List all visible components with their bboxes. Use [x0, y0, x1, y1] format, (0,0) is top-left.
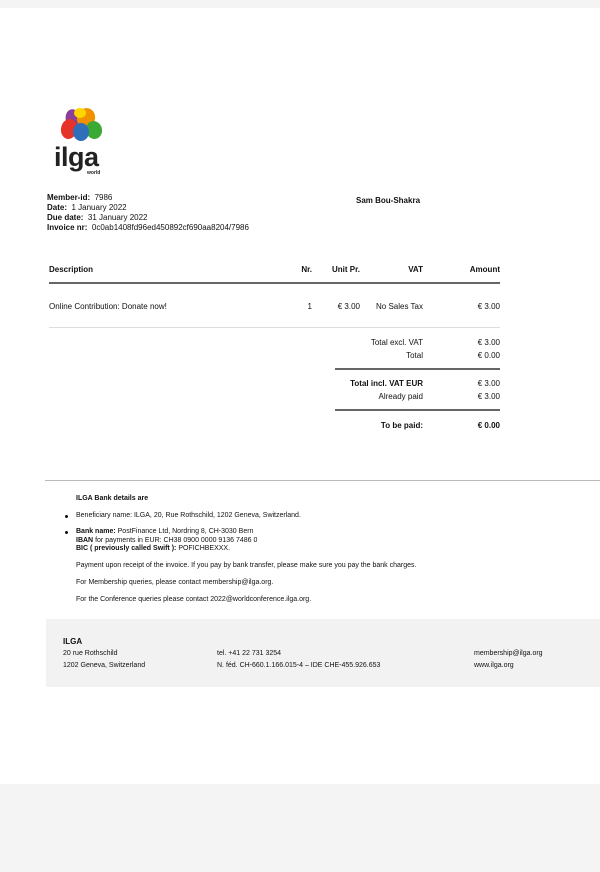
invoice-nr-value: 0c0ab1408fd96ed450892cf690aa8204/7986	[91, 223, 249, 232]
invoice-nr-label: Invoice nr:	[47, 223, 88, 232]
footer-tel: tel. +41 22 731 3254	[217, 650, 282, 657]
header-description: Description	[49, 265, 94, 274]
total-excl-label: Total excl. VAT	[370, 338, 423, 347]
row-vat: No Sales Tax	[376, 302, 423, 311]
ilga-logo	[54, 106, 114, 182]
due-date-value: 31 January 2022	[87, 213, 148, 222]
bullet-icon	[65, 531, 68, 534]
to-be-paid-label: To be paid:	[380, 421, 423, 430]
header-rule	[49, 282, 500, 284]
invoice-meta	[47, 193, 249, 233]
bank-title: ILGA Bank details are	[76, 495, 149, 502]
footer-address-1: 20 rue Rothschild	[63, 650, 118, 657]
total-label: Total	[406, 351, 423, 360]
viewer-bottom-area	[0, 784, 600, 872]
total-excl-value: € 3.00	[477, 338, 500, 347]
row-description: Online Contribution: Donate now!	[49, 302, 167, 311]
invoice-footer	[46, 619, 600, 687]
footer-ids: N. féd. CH-660.1.166.015-4 – IDE CHE-455.926.653	[217, 662, 381, 669]
bank-name-label: Bank name:	[76, 528, 116, 535]
conference-note: For the Conference queries please contact 2022@worldconference.ilga.org.	[76, 596, 312, 603]
member-id-value: 7986	[94, 193, 113, 202]
due-date-label: Due date:	[47, 213, 84, 222]
to-be-paid-value: € 0.00	[477, 421, 500, 430]
already-paid-label: Already paid	[378, 392, 423, 401]
row-unit-price: € 3.00	[337, 302, 360, 311]
row-amount: € 3.00	[477, 302, 500, 311]
bic-value: POFICHBEXXX.	[178, 545, 231, 552]
client-name: Sam Bou-Shakra	[356, 196, 421, 205]
totals-rule-1	[335, 368, 500, 370]
total-incl-value: € 3.00	[477, 379, 500, 388]
footer-email: membership@ilga.org	[474, 650, 543, 657]
row-rule	[49, 327, 500, 328]
date-value: 1 January 2022	[71, 203, 127, 212]
date-label: Date:	[47, 203, 68, 212]
logo-wordmark: ilga	[54, 142, 99, 172]
section-divider	[45, 480, 600, 481]
total-value: € 0.00	[477, 351, 500, 360]
membership-note: For Membership queries, please contact membership@ilga.org.	[76, 579, 274, 586]
member-id-label: Member-id:	[47, 193, 91, 202]
beneficiary-line: Beneficiary name: ILGA, 20, Rue Rothschild, 1202 Geneva, Switzerland.	[76, 512, 301, 519]
row-nr: 1	[307, 302, 312, 311]
bic-label: BIC ( previously called Swift ):	[76, 545, 177, 552]
total-incl-label: Total incl. VAT EUR	[350, 379, 423, 388]
header-nr: Nr.	[301, 265, 312, 274]
bullet-icon	[65, 515, 68, 518]
footer-org: ILGA	[63, 637, 83, 646]
bank-name-value: PostFinance Ltd, Nordring 8, CH-3030 Bern	[117, 528, 254, 535]
payment-note: Payment upon receipt of the invoice. If you pay by bank transfer, please make sure you pay the bank charges.	[76, 562, 417, 569]
footer-address-2: 1202 Geneva, Switzerland	[63, 662, 146, 669]
footer-web: www.ilga.org	[474, 662, 514, 669]
header-vat: VAT	[408, 265, 423, 274]
totals-rule-2	[335, 409, 500, 411]
already-paid-value: € 3.00	[477, 392, 500, 401]
logo-mark-icon	[54, 106, 114, 146]
header-unit-price: Unit Pr.	[331, 265, 360, 274]
iban-value: for payments in EUR: CH38 0900 0000 9136 7486 0	[95, 536, 258, 544]
logo-subtext: world	[87, 170, 101, 176]
viewer-top-bar	[0, 0, 600, 8]
iban-label: IBAN	[76, 536, 94, 544]
header-amount: Amount	[469, 265, 500, 274]
